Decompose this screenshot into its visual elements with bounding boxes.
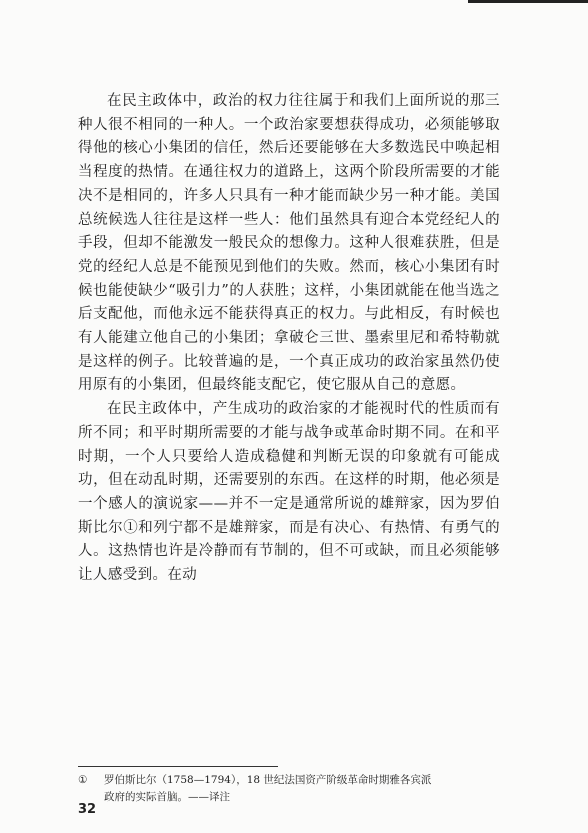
- page-number: 32: [78, 802, 97, 817]
- footnote-divider: [78, 766, 278, 767]
- paragraph-1: 在民主政体中，政治的权力往往属于和我们上面所说的那三种人很不相同的一种人。一个政治家要想获得成功，必须能够取得他的核心小集团的信任，然后还要能够在大多数选民中唤起相当程度的热情。在通往权力的道路上，这两个阶段所需要的才能决不是相同的，许多人只具有一种才能而缺少另一种才能。美国总统候选人往往是这样一些人：他们虽然具有迎合本党经纪人的手段，但却不能激发一般民众的想像力。这种人很难获胜，但是党的经纪人总是不能预见到他们的失败。然而，核心小集团有时候也能使缺少“吸引力”的人获胜；这样，小集团就能在他当选之后支配他，而他永远不能获得真正的权力。与此相反，有时候也有人能建立他自己的小集团；拿破仑三世、墨索里尼和希特勒就是这样的例子。比较普遍的是，一个真正成功的政治家虽然仍使用原有的小集团，但最终能支配它，使它服从自己的意愿。: [78, 93, 500, 394]
- footnote-line-1: [78, 772, 500, 789]
- top-edge-rule: [468, 0, 588, 3]
- body-text: [78, 90, 500, 588]
- footnote: [78, 772, 500, 806]
- footnote-line-2: 政府的实际首脑。——译注: [104, 791, 230, 803]
- paragraph-2: 在民主政体中，产生成功的政治家的才能视时代的性质而有所不同；和平时期所需要的才能与战争或革命时期不同。在和平时期，一个人只要给人造成稳健和判断无误的印象就有可能成功，但在动乱时期，还需要别的东西。在这样的时期，他必须是一个感人的演说家——并不一定是通常所说的雄辩家，因为罗伯斯比尔①和列宁都不是雄辩家，而是有决心、有热情、有勇气的人。这热情也许是冷静而有节制的，但不可或缺，而且必须能够让人感受到。在动: [78, 401, 500, 584]
- footnote-marker: ①: [78, 774, 88, 786]
- footnote-text-1: 罗伯斯比尔（1758—1794），18 世纪法国资产阶级革命时期雅各宾派: [104, 774, 432, 786]
